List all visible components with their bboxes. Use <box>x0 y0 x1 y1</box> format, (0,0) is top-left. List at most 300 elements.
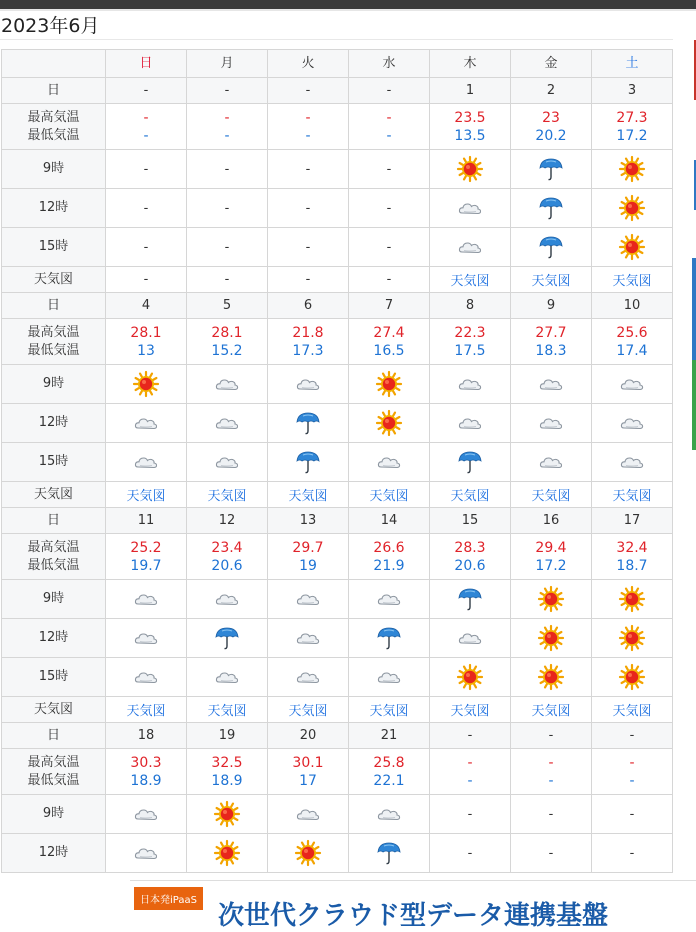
right-sidebar-edge <box>673 40 696 909</box>
weather-cell <box>268 580 349 619</box>
weather-row-h9 <box>2 795 673 834</box>
date-value: 14 <box>380 512 398 528</box>
low-temp-value: - <box>143 127 149 144</box>
date-value: - <box>467 727 473 743</box>
low-temp-value: - <box>224 127 230 144</box>
weather-map-link[interactable]: 天気図 <box>612 489 652 504</box>
weather-map-cell <box>268 267 349 293</box>
low-temp-value: 17.3 <box>292 342 324 359</box>
map-row-label: 天気図 <box>33 271 73 287</box>
sunny-icon <box>295 840 321 866</box>
cloudy-icon <box>133 410 159 436</box>
low-temp-value: 17.2 <box>535 557 567 574</box>
weather-cell <box>187 228 268 267</box>
weather-cell <box>592 228 673 267</box>
weather-cell <box>106 228 187 267</box>
weather-cell <box>511 658 592 697</box>
weather-cell <box>511 228 592 267</box>
high-temp-value: 30.1 <box>292 754 324 771</box>
weather-cell <box>349 228 430 267</box>
high-temp-label: 最高気温 <box>27 324 80 340</box>
page-title: 2023年6月 <box>1 15 100 37</box>
hour-label: 9時 <box>42 161 65 176</box>
browser-top-divider <box>0 9 696 11</box>
cloudy-icon <box>376 449 402 475</box>
weather-cell <box>511 189 592 228</box>
weather-map-cell[interactable] <box>592 697 673 723</box>
weather-cell <box>187 150 268 189</box>
cloudy-icon <box>619 371 645 397</box>
sunny-icon <box>619 625 645 651</box>
sunny-icon <box>214 840 240 866</box>
weather-map-link[interactable]: 天気図 <box>207 489 247 504</box>
empty-dash: - <box>548 806 554 822</box>
weather-map-link[interactable]: 天気図 <box>531 274 571 289</box>
date-value: 17 <box>623 512 641 528</box>
weather-cell <box>592 658 673 697</box>
high-temp-value: 32.4 <box>616 539 648 556</box>
weather-cell <box>592 443 673 482</box>
weather-map-cell[interactable] <box>511 267 592 293</box>
date-cell <box>187 293 268 319</box>
weather-cell <box>430 365 511 404</box>
empty-dash: - <box>305 161 311 177</box>
high-temp-value: 30.3 <box>130 754 162 771</box>
temperature-cell <box>349 319 430 365</box>
weather-row-h12 <box>2 834 673 873</box>
row-label: 日 <box>46 512 60 528</box>
date-cell <box>349 723 430 749</box>
low-temp-value: 15.2 <box>211 342 243 359</box>
umbrella-icon <box>376 840 402 866</box>
weather-map-cell[interactable] <box>511 482 592 508</box>
temperature-cell <box>430 749 511 795</box>
cloudy-icon <box>457 410 483 436</box>
weather-map-link[interactable]: 天気図 <box>126 704 166 719</box>
date-cell <box>187 78 268 104</box>
ad-banner[interactable] <box>130 880 696 931</box>
ad-headline[interactable]: 次世代クラウド型データ連携基盤 <box>218 901 609 931</box>
weather-map-cell <box>106 267 187 293</box>
weather-cell <box>430 795 511 834</box>
weather-row-h15 <box>2 443 673 482</box>
weather-cell <box>106 404 187 443</box>
umbrella-icon <box>457 449 483 475</box>
empty-dash: - <box>224 239 230 255</box>
hour-label-cell <box>2 795 106 834</box>
high-temp-value: 27.3 <box>616 109 648 126</box>
empty-dash: - <box>143 161 149 177</box>
date-cell <box>268 293 349 319</box>
umbrella-icon <box>538 156 564 182</box>
weather-cell <box>268 795 349 834</box>
weather-cell <box>106 658 187 697</box>
weather-cell <box>187 658 268 697</box>
empty-dash: - <box>386 200 392 216</box>
weekday-label: 水 <box>382 55 396 71</box>
date-value: 20 <box>299 727 317 743</box>
high-temp-value: 27.7 <box>535 324 567 341</box>
weather-cell <box>430 443 511 482</box>
weather-map-cell <box>349 267 430 293</box>
weather-cell <box>268 228 349 267</box>
weather-cell <box>430 228 511 267</box>
weather-map-cell[interactable] <box>268 482 349 508</box>
weekday-header <box>268 50 349 78</box>
high-temp-value: - <box>467 754 473 771</box>
hour-label: 12時 <box>38 415 69 430</box>
low-temp-value: 18.9 <box>211 772 243 789</box>
weather-cell <box>187 580 268 619</box>
cloudy-icon <box>376 586 402 612</box>
low-temp-value: - <box>305 127 311 144</box>
weather-cell <box>430 619 511 658</box>
low-temp-value: - <box>467 772 473 789</box>
temperature-cell <box>349 104 430 150</box>
low-temp-value: 19 <box>299 557 317 574</box>
weather-map-cell[interactable] <box>187 482 268 508</box>
date-cell <box>430 723 511 749</box>
weather-cell <box>430 580 511 619</box>
empty-dash: - <box>548 845 554 861</box>
date-value: 12 <box>218 512 236 528</box>
date-value: - <box>386 82 392 98</box>
date-cell <box>106 78 187 104</box>
high-temp-value: - <box>386 109 392 126</box>
date-label-cell <box>2 78 106 104</box>
weather-map-link[interactable]: 天気図 <box>531 489 571 504</box>
weather-cell <box>106 443 187 482</box>
weekday-label: 木 <box>463 55 477 71</box>
temperature-cell <box>430 319 511 365</box>
temperature-cell <box>268 749 349 795</box>
weather-cell <box>430 658 511 697</box>
low-temp-value: - <box>629 772 635 789</box>
weather-cell <box>268 443 349 482</box>
weather-map-link[interactable]: 天気図 <box>450 704 490 719</box>
date-value: - <box>629 727 635 743</box>
hour-label-cell <box>2 443 106 482</box>
date-row <box>2 293 673 319</box>
map-row-label: 天気図 <box>33 486 73 502</box>
corner-cell <box>2 50 106 78</box>
high-temp-value: 23 <box>542 109 560 126</box>
date-value: 9 <box>546 297 556 313</box>
ad-badge: 日本発iPaaS <box>134 887 203 910</box>
weather-cell <box>430 189 511 228</box>
hour-label-cell <box>2 365 106 404</box>
weather-map-cell[interactable] <box>349 697 430 723</box>
date-cell <box>430 78 511 104</box>
weather-map-link[interactable]: 天気図 <box>612 704 652 719</box>
weather-row-h12 <box>2 619 673 658</box>
cloudy-icon <box>133 625 159 651</box>
temperature-cell <box>187 749 268 795</box>
low-temp-label: 最低気温 <box>27 772 80 788</box>
row-label: 日 <box>46 82 60 98</box>
weather-cell <box>187 834 268 873</box>
empty-dash: - <box>224 161 230 177</box>
date-value: 5 <box>222 297 232 313</box>
weather-cell <box>106 795 187 834</box>
low-temp-value: 18.9 <box>130 772 162 789</box>
browser-top-bar <box>0 0 696 9</box>
weather-map-link[interactable]: 天気図 <box>450 489 490 504</box>
weather-cell <box>511 443 592 482</box>
cloudy-icon <box>457 234 483 260</box>
date-cell <box>511 293 592 319</box>
cloudy-icon <box>376 664 402 690</box>
low-temp-value: 13 <box>137 342 155 359</box>
weather-cell <box>268 658 349 697</box>
weather-cell <box>430 834 511 873</box>
high-temp-label: 最高気温 <box>27 754 80 770</box>
umbrella-icon <box>376 625 402 651</box>
sidebar-accent-green <box>692 360 696 450</box>
weather-map-cell[interactable] <box>349 482 430 508</box>
hour-label-cell <box>2 150 106 189</box>
weather-cell <box>592 834 673 873</box>
weather-row-h12 <box>2 404 673 443</box>
temperature-cell <box>511 319 592 365</box>
weather-map-link[interactable]: 天気図 <box>126 489 166 504</box>
high-temp-value: 29.7 <box>292 539 324 556</box>
hour-label: 12時 <box>38 845 69 860</box>
weekday-label: 日 <box>139 55 153 71</box>
weather-calendar-table <box>1 49 673 873</box>
weather-map-link[interactable]: 天気図 <box>207 704 247 719</box>
cloudy-icon <box>538 410 564 436</box>
weather-map-cell[interactable] <box>430 697 511 723</box>
hour-label: 9時 <box>42 591 65 606</box>
sunny-icon <box>133 371 159 397</box>
umbrella-icon <box>538 234 564 260</box>
umbrella-icon <box>295 410 321 436</box>
date-value: 16 <box>542 512 560 528</box>
weather-cell <box>430 404 511 443</box>
weather-cell <box>592 580 673 619</box>
weather-map-cell[interactable] <box>592 482 673 508</box>
weather-cell <box>268 404 349 443</box>
low-temp-label: 最低気温 <box>27 127 80 143</box>
weather-map-row <box>2 697 673 723</box>
date-value: 13 <box>299 512 317 528</box>
date-value: 6 <box>303 297 313 313</box>
date-cell <box>187 508 268 534</box>
low-temp-value: - <box>548 772 554 789</box>
temperature-cell <box>592 104 673 150</box>
temperature-cell <box>268 104 349 150</box>
temperature-row <box>2 319 673 365</box>
sunny-icon <box>457 664 483 690</box>
cloudy-icon <box>376 801 402 827</box>
low-temp-value: 20.6 <box>211 557 243 574</box>
weather-map-cell[interactable] <box>592 267 673 293</box>
temperature-row <box>2 534 673 580</box>
weather-map-row <box>2 482 673 508</box>
cloudy-icon <box>538 371 564 397</box>
weather-row-h12 <box>2 189 673 228</box>
empty-dash: - <box>629 845 635 861</box>
weather-cell <box>268 619 349 658</box>
empty-dash: - <box>386 272 392 287</box>
weekday-header <box>511 50 592 78</box>
weather-cell <box>592 365 673 404</box>
date-value: - <box>548 727 554 743</box>
weather-cell <box>106 150 187 189</box>
empty-dash: - <box>305 272 311 287</box>
weather-map-link[interactable]: 天気図 <box>369 704 409 719</box>
map-label-cell <box>2 697 106 723</box>
cloudy-icon <box>619 449 645 475</box>
weather-cell <box>106 619 187 658</box>
hour-label: 15時 <box>38 669 69 684</box>
date-cell <box>106 293 187 319</box>
weather-cell <box>349 189 430 228</box>
date-cell <box>187 723 268 749</box>
weather-cell <box>511 795 592 834</box>
date-cell <box>268 723 349 749</box>
weather-map-cell[interactable] <box>106 482 187 508</box>
temperature-cell <box>268 319 349 365</box>
map-label-cell <box>2 267 106 293</box>
date-value: - <box>305 82 311 98</box>
low-temp-value: 18.7 <box>616 557 648 574</box>
weekday-label: 月 <box>220 55 234 71</box>
umbrella-icon <box>214 625 240 651</box>
weather-cell <box>187 404 268 443</box>
date-cell <box>268 78 349 104</box>
temperature-row <box>2 749 673 795</box>
temperature-cell <box>268 534 349 580</box>
date-cell <box>511 78 592 104</box>
temperature-cell <box>349 534 430 580</box>
weather-cell <box>511 834 592 873</box>
high-temp-value: - <box>224 109 230 126</box>
weather-map-cell[interactable] <box>268 697 349 723</box>
weather-cell <box>349 619 430 658</box>
high-temp-label: 最高気温 <box>27 109 80 125</box>
weekday-header <box>430 50 511 78</box>
weather-cell <box>268 150 349 189</box>
temperature-cell <box>592 534 673 580</box>
temperature-cell <box>511 749 592 795</box>
weather-map-link[interactable]: 天気図 <box>288 489 328 504</box>
temperature-cell <box>187 319 268 365</box>
temperature-cell <box>430 104 511 150</box>
weather-row-h15 <box>2 658 673 697</box>
weather-map-link[interactable]: 天気図 <box>450 274 490 289</box>
weather-map-cell[interactable] <box>511 697 592 723</box>
low-temp-value: 17 <box>299 772 317 789</box>
date-value: 11 <box>137 512 155 528</box>
empty-dash: - <box>224 272 230 287</box>
weather-map-link[interactable]: 天気図 <box>531 704 571 719</box>
temperature-cell <box>187 104 268 150</box>
weather-map-link[interactable]: 天気図 <box>288 704 328 719</box>
hour-label: 15時 <box>38 454 69 469</box>
weather-map-link[interactable]: 天気図 <box>369 489 409 504</box>
date-row <box>2 723 673 749</box>
weather-map-cell[interactable] <box>430 482 511 508</box>
high-temp-value: 28.1 <box>211 324 243 341</box>
hour-label: 9時 <box>42 806 65 821</box>
sunny-icon <box>376 410 402 436</box>
hour-label: 12時 <box>38 630 69 645</box>
weekday-label: 土 <box>625 55 639 71</box>
weather-row-h9 <box>2 150 673 189</box>
title-divider <box>0 39 673 40</box>
date-row <box>2 508 673 534</box>
cloudy-icon <box>457 195 483 221</box>
date-label-cell <box>2 508 106 534</box>
date-value: 1 <box>465 82 475 98</box>
date-cell <box>592 508 673 534</box>
date-value: 15 <box>461 512 479 528</box>
high-temp-value: 23.4 <box>211 539 243 556</box>
date-value: 7 <box>384 297 394 313</box>
date-cell <box>106 508 187 534</box>
cloudy-icon <box>295 625 321 651</box>
sunny-icon <box>538 664 564 690</box>
weather-cell <box>592 150 673 189</box>
date-value: 18 <box>137 727 155 743</box>
date-value: 3 <box>627 82 637 98</box>
empty-dash: - <box>467 806 473 822</box>
low-temp-value: 17.4 <box>616 342 648 359</box>
high-temp-value: 22.3 <box>454 324 486 341</box>
weather-cell <box>268 189 349 228</box>
weekday-header <box>187 50 268 78</box>
date-cell <box>349 78 430 104</box>
weather-row-h9 <box>2 365 673 404</box>
high-temp-value: - <box>143 109 149 126</box>
weather-cell <box>511 404 592 443</box>
umbrella-icon <box>538 195 564 221</box>
cloudy-icon <box>133 586 159 612</box>
low-temp-value: - <box>386 127 392 144</box>
weather-map-link[interactable]: 天気図 <box>612 274 652 289</box>
date-value: 21 <box>380 727 398 743</box>
weather-cell <box>349 443 430 482</box>
temperature-cell <box>592 319 673 365</box>
weather-cell <box>187 443 268 482</box>
date-cell <box>511 508 592 534</box>
weather-row-h9 <box>2 580 673 619</box>
row-label: 日 <box>46 727 60 743</box>
weekday-label: 金 <box>544 55 558 71</box>
weather-map-cell[interactable] <box>106 697 187 723</box>
sunny-icon <box>376 371 402 397</box>
weather-cell <box>349 404 430 443</box>
weather-map-cell[interactable] <box>187 697 268 723</box>
hour-label-cell <box>2 580 106 619</box>
high-temp-label: 最高気温 <box>27 539 80 555</box>
cloudy-icon <box>214 449 240 475</box>
sunny-icon <box>457 156 483 182</box>
weather-cell <box>592 189 673 228</box>
sunny-icon <box>619 156 645 182</box>
temperature-cell <box>511 104 592 150</box>
empty-dash: - <box>386 239 392 255</box>
date-cell <box>430 508 511 534</box>
weather-cell <box>511 150 592 189</box>
weather-map-cell[interactable] <box>430 267 511 293</box>
umbrella-icon <box>295 449 321 475</box>
high-temp-value: 27.4 <box>373 324 405 341</box>
high-temp-value: 32.5 <box>211 754 243 771</box>
cloudy-icon <box>214 664 240 690</box>
